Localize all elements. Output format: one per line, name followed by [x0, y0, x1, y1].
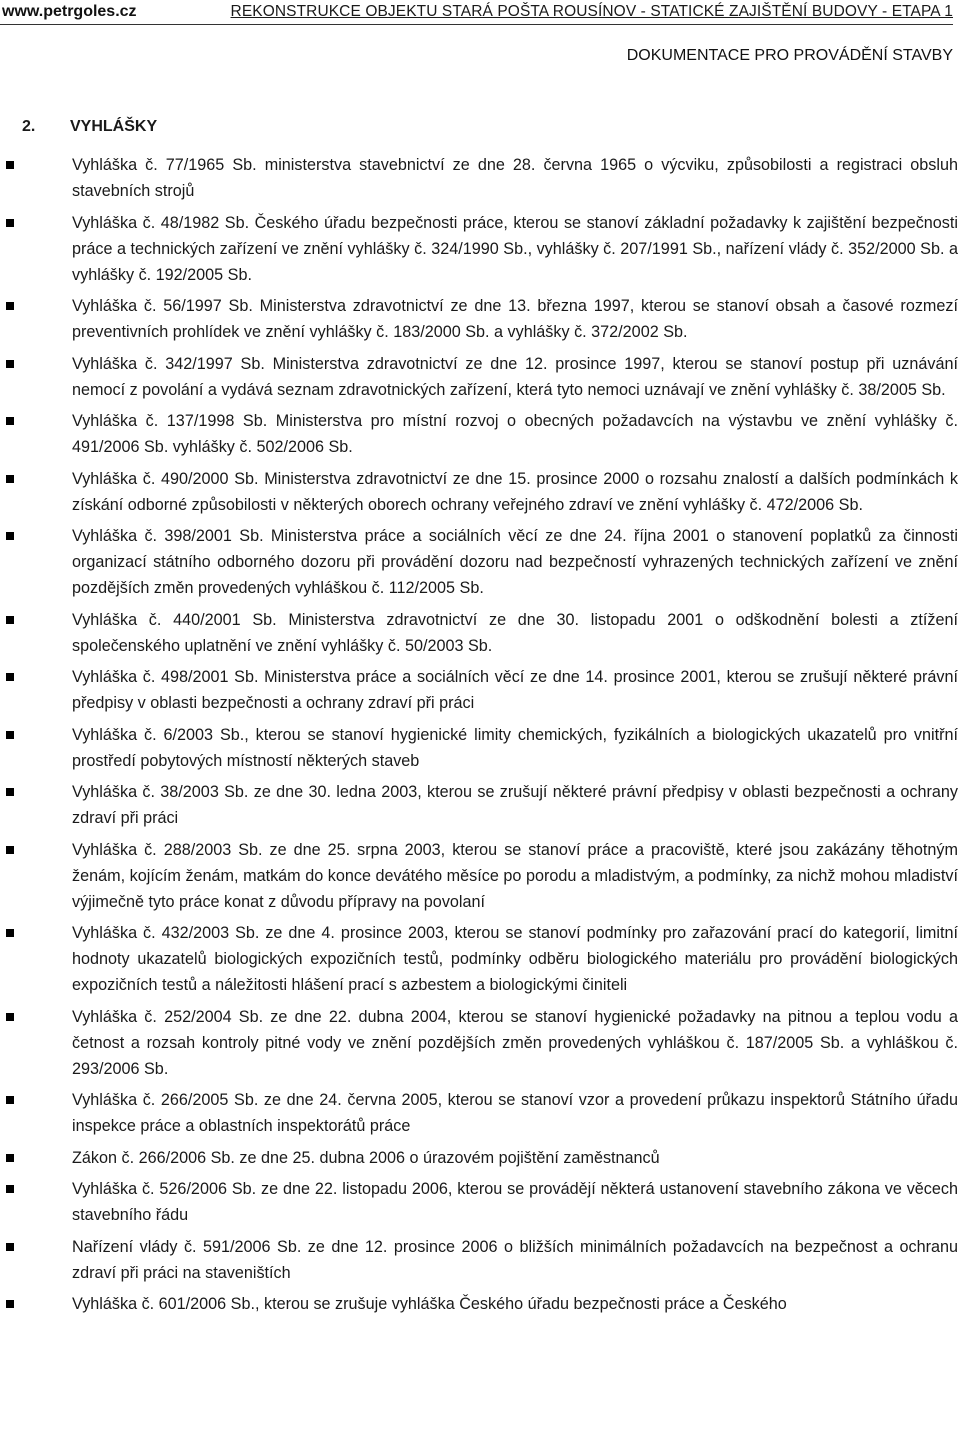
list-item	[0, 722, 960, 774]
section-title: VYHLÁŠKY	[70, 118, 158, 135]
list-item-text: Vyhláška č. 38/2003 Sb. ze dne 30. ledna 2003, kterou se zrušují některé právní předpisy v oblasti bezpečnosti a ochrany zdraví při práci	[72, 783, 958, 827]
list-item	[0, 920, 960, 998]
list-item-text: Vyhláška č. 56/1997 Sb. Ministerstva zdravotnictví ze dne 13. března 1997, kterou se stanoví obsah a časové rozmezí preventivních prohlídek ve znění vyhlášky č. 183/2000 Sb. a vyhlášky č. 372/2002 Sb.	[72, 297, 958, 341]
list-item	[0, 664, 960, 716]
project-title: REKONSTRUKCE OBJEKTU STARÁ POŠTA ROUSÍNOV - STATICKÉ ZAJIŠTĚNÍ BUDOVY - ETAPA 1	[230, 3, 953, 20]
bullet-icon	[6, 532, 14, 540]
list-item-text: Vyhláška č. 398/2001 Sb. Ministerstva práce a sociálních věcí ze dne 24. října 2001 o stanovení poplatků za činnosti organizací státního odborného dozoru při provádění dozoru nad bezpečností vyhrazených technických zařízení ve znění pozdějších změn provedených vyhláškou č. 112/2005 Sb.	[72, 527, 958, 597]
list-item-text: Vyhláška č. 48/1982 Sb. Českého úřadu bezpečnosti práce, kterou se stanoví základní požadavky k zajištění bezpečnosti práce a technických zařízení ve znění vyhlášky č. 324/1990 Sb., vyhlášky č. 207/1991 Sb., nařízení vlády č. 352/2000 Sb. a vyhlášky č. 192/2005 Sb.	[72, 213, 958, 284]
list-item-text: Vyhláška č. 6/2003 Sb., kterou se stanoví hygienické limity chemických, fyzikálních a biologických ukazatelů pro vnitřní prostředí pobytových místností některých staveb	[72, 725, 958, 770]
list-item	[0, 779, 960, 831]
bullet-icon	[6, 929, 14, 937]
list-item	[0, 1145, 960, 1171]
bullet-icon	[6, 1096, 14, 1104]
list-item-text: Vyhláška č. 498/2001 Sb. Ministerstva práce a sociálních věcí ze dne 14. prosince 2001, kterou se zrušují některé právní předpisy v oblasti bezpečnosti a ochrany zdraví při práci	[72, 668, 958, 712]
bullet-icon	[6, 616, 14, 624]
list-item-text: Zákon č. 266/2006 Sb. ze dne 25. dubna 2006 o úrazovém pojištění zaměstnanců	[72, 1148, 660, 1167]
list-item	[0, 466, 960, 518]
list-item	[0, 607, 960, 659]
list-item	[0, 351, 960, 403]
list-item	[0, 1176, 960, 1228]
bullet-icon	[6, 219, 14, 227]
list-item	[0, 523, 960, 601]
list-item-text: Vyhláška č. 77/1965 Sb. ministerstva stavebnictví ze dne 28. června 1965 o výcviku, způsobilosti a registraci obsluh stavebních strojů	[72, 156, 958, 200]
bullet-icon	[6, 417, 14, 425]
list-item-text: Vyhláška č. 490/2000 Sb. Ministerstva zdravotnictví ze dne 15. prosince 2000 o rozsahu znalostí a dalších podmínkách k získání odborné způsobilosti v některých oborech ochrany veřejného zdraví ve znění vyhlášky č. 472/2006 Sb.	[72, 469, 958, 514]
list-item-text: Vyhláška č. 288/2003 Sb. ze dne 25. srpna 2003, kterou se stanoví práce a pracoviště, které jsou zakázány těhotným ženám, kojícím ženám, matkám do konce devátého měsíce po porodu a mladistvým, a podmínky, za nichž mohou mladiství výjimečně tyto práce konat z důvodu přípravy na povolaní	[72, 840, 958, 911]
list-item-text: Vyhláška č. 252/2004 Sb. ze dne 22. dubna 2004, kterou se stanoví hygienické požadavky na pitnou a teplou vodu a četnost a rozsah kontroly pitné vody ve znění pozdějších změn provedených vyhláškou č. 187/2005 Sb. a vyhláškou č. 293/2006 Sb.	[72, 1007, 958, 1078]
bullet-icon	[6, 161, 14, 169]
list-item	[0, 1291, 960, 1317]
list-item-text: Vyhláška č. 601/2006 Sb., kterou se zrušuje vyhláška Českého úřadu bezpečnosti práce a Českého	[72, 1295, 787, 1313]
bullet-icon	[6, 1300, 14, 1308]
bullet-icon	[6, 302, 14, 310]
list-item	[0, 408, 960, 460]
regulation-list	[0, 152, 960, 1323]
site-url[interactable]: www.petrgoles.cz	[2, 3, 137, 20]
list-item	[0, 837, 960, 915]
list-item-text: Vyhláška č. 137/1998 Sb. Ministerstva pro místní rozvoj o obecných požadavcích na výstavbu ve znění vyhlášky č. 491/2006 Sb. vyhlášky č. 502/2006 Sb.	[72, 412, 958, 456]
document-type: DOKUMENTACE PRO PROVÁDĚNÍ STAVBY	[626, 47, 953, 64]
list-item	[0, 152, 960, 204]
list-item-text: Vyhláška č. 432/2003 Sb. ze dne 4. prosince 2003, kterou se stanoví podmínky pro zařazování prací do kategorií, limitní hodnoty ukazatelů biologických expozičních testů, podmínky odběru biologického materiálu pro provádění biologických expozičních testů a náležitosti hlášení prací s azbestem a biologickými činiteli	[72, 924, 958, 994]
bullet-icon	[6, 846, 14, 854]
bullet-icon	[6, 1243, 14, 1251]
list-item-text: Nařízení vlády č. 591/2006 Sb. ze dne 12. prosince 2006 o bližších minimálních požadavcích na bezpečnost a ochranu zdraví při práci na staveništích	[72, 1237, 958, 1282]
list-item-text: Vyhláška č. 342/1997 Sb. Ministerstva zdravotnictví ze dne 12. prosince 1997, kterou se stanoví postup při uznávání nemocí z povolání a vydává seznam zdravotnických zařízení, která tyto nemoci uznávají ve znění vyhlášky č. 38/2005 Sb.	[72, 354, 958, 399]
section-number: 2.	[22, 118, 36, 135]
bullet-icon	[6, 1185, 14, 1193]
bullet-icon	[6, 1013, 14, 1021]
list-item	[0, 1087, 960, 1139]
list-item	[0, 293, 960, 345]
list-item-text: Vyhláška č. 440/2001 Sb. Ministerstva zdravotnictví ze dne 30. listopadu 2001 o odškodnění bolesti a ztížení společenského uplatnění ve znění vyhlášky č. 50/2003 Sb.	[72, 610, 958, 655]
section-heading	[22, 118, 157, 136]
list-item	[0, 210, 960, 288]
list-item-text: Vyhláška č. 266/2005 Sb. ze dne 24. června 2005, kterou se stanoví vzor a provedení průkazu inspektorů Státního úřadu inspekce práce a oblastních inspektorátů práce	[72, 1091, 958, 1135]
bullet-icon	[6, 1154, 14, 1162]
bullet-icon	[6, 673, 14, 681]
list-item-text: Vyhláška č. 526/2006 Sb. ze dne 22. listopadu 2006, kterou se provádějí některá ustanovení stavebního zákona ve věcech stavebního řádu	[72, 1180, 958, 1224]
list-item	[0, 1004, 960, 1082]
bullet-icon	[6, 360, 14, 368]
list-item	[0, 1234, 960, 1286]
page-header	[0, 0, 960, 70]
bullet-icon	[6, 475, 14, 483]
bullet-icon	[6, 731, 14, 739]
header-top-row	[0, 3, 953, 25]
bullet-icon	[6, 788, 14, 796]
